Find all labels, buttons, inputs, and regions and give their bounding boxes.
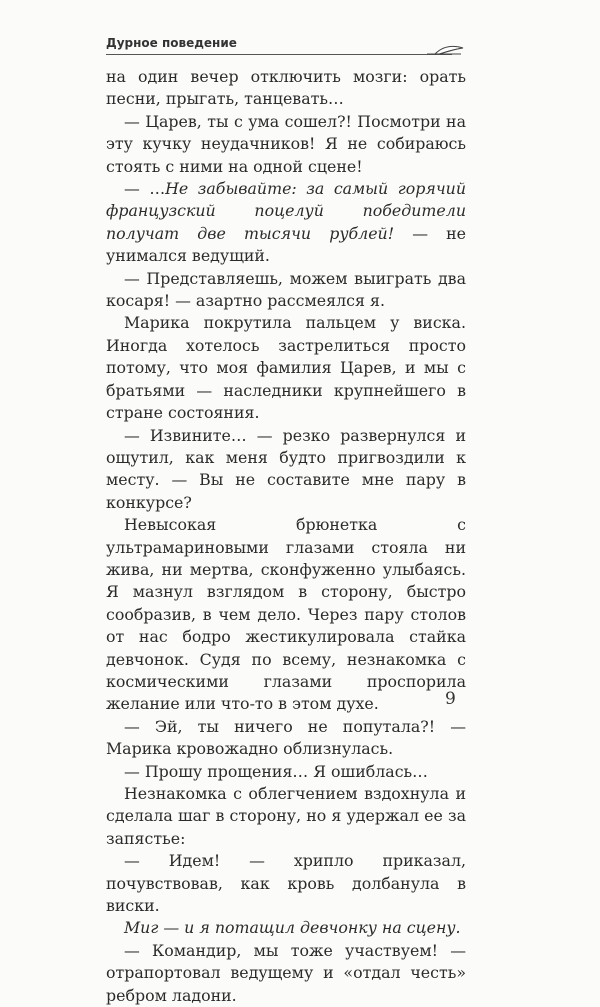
paragraph xyxy=(106,940,466,1007)
body-text xyxy=(106,66,466,1007)
text-run: Марика покрутила пальцем у виска. Иногда хотелось застрелиться просто потому, что моя фамилия Царев, и мы с братьями — наследники крупнейшего в стране состояния. xyxy=(106,313,466,423)
text-run: — не унимался ведущий. xyxy=(106,223,467,266)
text-run: Невысокая брюнетка с ультрамариновыми глазами стояла ни жива, ни мертва, сконфуженно улыбаясь. Я мазнул взглядом в сторону, быстро сообразив, в чем дело. Через пару столов от нас бодро жестикулировала стайка девчонок. Судя по всему, незнакомка с космическими глазами проспорила желание или что-то в этом духе. xyxy=(106,515,466,714)
page-number: 9 xyxy=(445,689,456,709)
quill-ornament-icon xyxy=(425,43,465,59)
text-run: на один вечер отключить мозги: орать песни, прыгать, танцевать… xyxy=(106,67,466,109)
header-rule xyxy=(106,54,452,55)
italic-text: Миг — и я потащил девчонку на сцену. xyxy=(124,918,461,938)
paragraph xyxy=(106,850,466,917)
running-header: Дурное поведение xyxy=(106,36,237,50)
text-run: — Извините… — резко развернулся и ощутил, как меня будто пригвоздили к месту. — Вы не составите мне пару в конкурсе? xyxy=(106,425,466,512)
paragraph xyxy=(106,783,466,850)
paragraph xyxy=(106,111,466,178)
text-run: — … xyxy=(124,179,166,199)
paragraph xyxy=(106,761,466,783)
text-run: — Представляешь, можем выиграть два косаря! — азартно рассмеялся я. xyxy=(106,268,466,311)
text-run: — Эй, ты ничего не попутала?! — Марика кровожадно облизнулась. xyxy=(106,716,466,759)
text-run: — Командир, мы тоже участвуем! — отрапортовал ведущему и «отдал честь» ребром ладони. xyxy=(106,940,466,1005)
paragraph xyxy=(106,716,466,761)
paragraph xyxy=(106,178,466,268)
text-run: — Идем! — хрипло приказал, почувствовав, как кровь долбанула в виски. xyxy=(106,851,466,916)
paragraph xyxy=(106,917,466,939)
italic-text: Не забывайте: за самый горячий французский поцелуй победители получат две тысячи рублей! xyxy=(106,179,466,243)
paragraph xyxy=(106,425,466,515)
paragraph xyxy=(106,66,466,111)
text-run: Незнакомка с облегчением вздохнула и сделала шаг в сторону, но я удержал ее за запястье: xyxy=(106,784,466,848)
text-run: — Прошу прощения… Я ошиблась… xyxy=(124,761,428,781)
paragraph xyxy=(106,514,466,716)
paragraph xyxy=(106,312,466,424)
paragraph xyxy=(106,268,466,313)
text-run: — Царев, ты с ума сошел?! Посмотри на эту кучку неудачников! Я не собираюсь стоять с ними на одной сцене! xyxy=(106,111,466,176)
